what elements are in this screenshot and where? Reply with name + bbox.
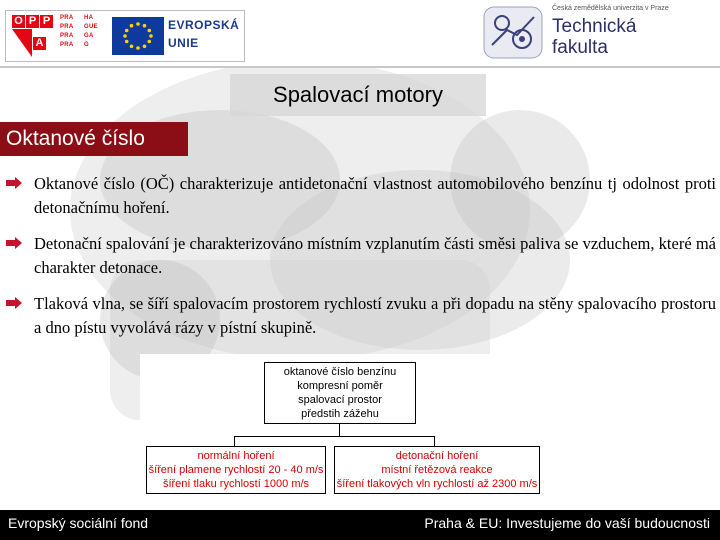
eu-flag-icon — [112, 17, 164, 55]
header-divider — [0, 66, 720, 68]
diagram-factor-4: předstih zážehu — [301, 408, 379, 420]
detonation-combustion-line: místní řetězová reakce — [381, 464, 493, 476]
footer-right-text: Praha & EU: Investujeme do vaší budoucnosti — [424, 515, 710, 531]
bullet-item — [6, 232, 716, 284]
combustion-diagram — [140, 354, 542, 504]
opp-praha-eu-logo — [5, 10, 245, 62]
bullet-item — [6, 172, 716, 224]
diagram-top-box — [264, 362, 416, 424]
slide-title: Spalovací motory — [273, 82, 443, 107]
bullet-text: Detonační spalování je charakterizováno místním vzplanutím části směsi paliva se vzduchem, které má charakter detonace. — [34, 234, 716, 277]
opp-letter-o: O — [12, 15, 25, 28]
footer-bar — [0, 510, 720, 540]
tf-name-line1: Technická — [552, 16, 637, 37]
normal-combustion-line: šíření plamene rychlostí 20 - 40 m/s — [148, 464, 324, 476]
bullet-text: Tlaková vlna, se šíří spalovacím prostorem rychlostí zvuku a při dopadu na stěny spalovacího prostoru a dno pístu vyvolává rázy v pístní skupině. — [34, 294, 716, 337]
arrow-bullet-icon — [6, 237, 22, 249]
opp-logo-shape — [12, 29, 32, 57]
bullet-item — [6, 292, 716, 344]
diagram-connector-left — [234, 436, 235, 446]
diagram-factor-3: spalovací prostor — [298, 394, 382, 406]
opp-letter-a: A — [33, 37, 46, 50]
title-box — [230, 74, 486, 116]
eu-label-line2: UNIE — [168, 36, 199, 50]
diagram-connector-vertical — [339, 424, 340, 436]
diagram-connector-right — [434, 436, 435, 446]
normal-combustion-heading: normální hoření — [197, 450, 275, 462]
technicka-fakulta-logo — [472, 2, 717, 64]
opp-letter-p2: P — [40, 15, 53, 28]
tf-university-name: Česká zemědělská univerzita v Praze — [552, 5, 669, 12]
arrow-bullet-icon — [6, 177, 22, 189]
eu-label-line1: EVROPSKÁ — [168, 18, 240, 32]
diagram-factor-2: kompresní poměr — [297, 380, 383, 392]
section-label: Oktanové číslo — [0, 122, 188, 156]
opp-letter-p1: P — [26, 15, 39, 28]
detonation-combustion-line: šíření tlakových vln rychlostí až 2300 m/s — [336, 478, 538, 490]
diagram-connector-horizontal — [234, 436, 434, 437]
diagram-detonation-combustion — [334, 446, 540, 494]
praha-logo-row-2: HA GUE GA G — [84, 15, 98, 48]
arrow-bullet-icon — [6, 297, 22, 309]
tf-name-line2: fakulta — [552, 37, 608, 58]
diagram-factor-1: oktanové číslo benzínu — [283, 366, 397, 378]
bullet-text: Oktanové číslo (OČ) charakterizuje antidetonační vlastnost automobilového benzínu tj odolnost proti detonačnímu hoření. — [34, 174, 716, 217]
footer-left-text: Evropský sociální fond — [8, 515, 149, 531]
header — [0, 0, 720, 68]
diagram-normal-combustion — [146, 446, 326, 494]
detonation-combustion-heading: detonační hoření — [395, 450, 479, 462]
normal-combustion-line: šíření tlaku rychlostí 1000 m/s — [162, 478, 310, 490]
praha-logo-row: PRA PRA PRA PRA — [60, 15, 74, 48]
tf-emblem-icon — [482, 5, 544, 60]
